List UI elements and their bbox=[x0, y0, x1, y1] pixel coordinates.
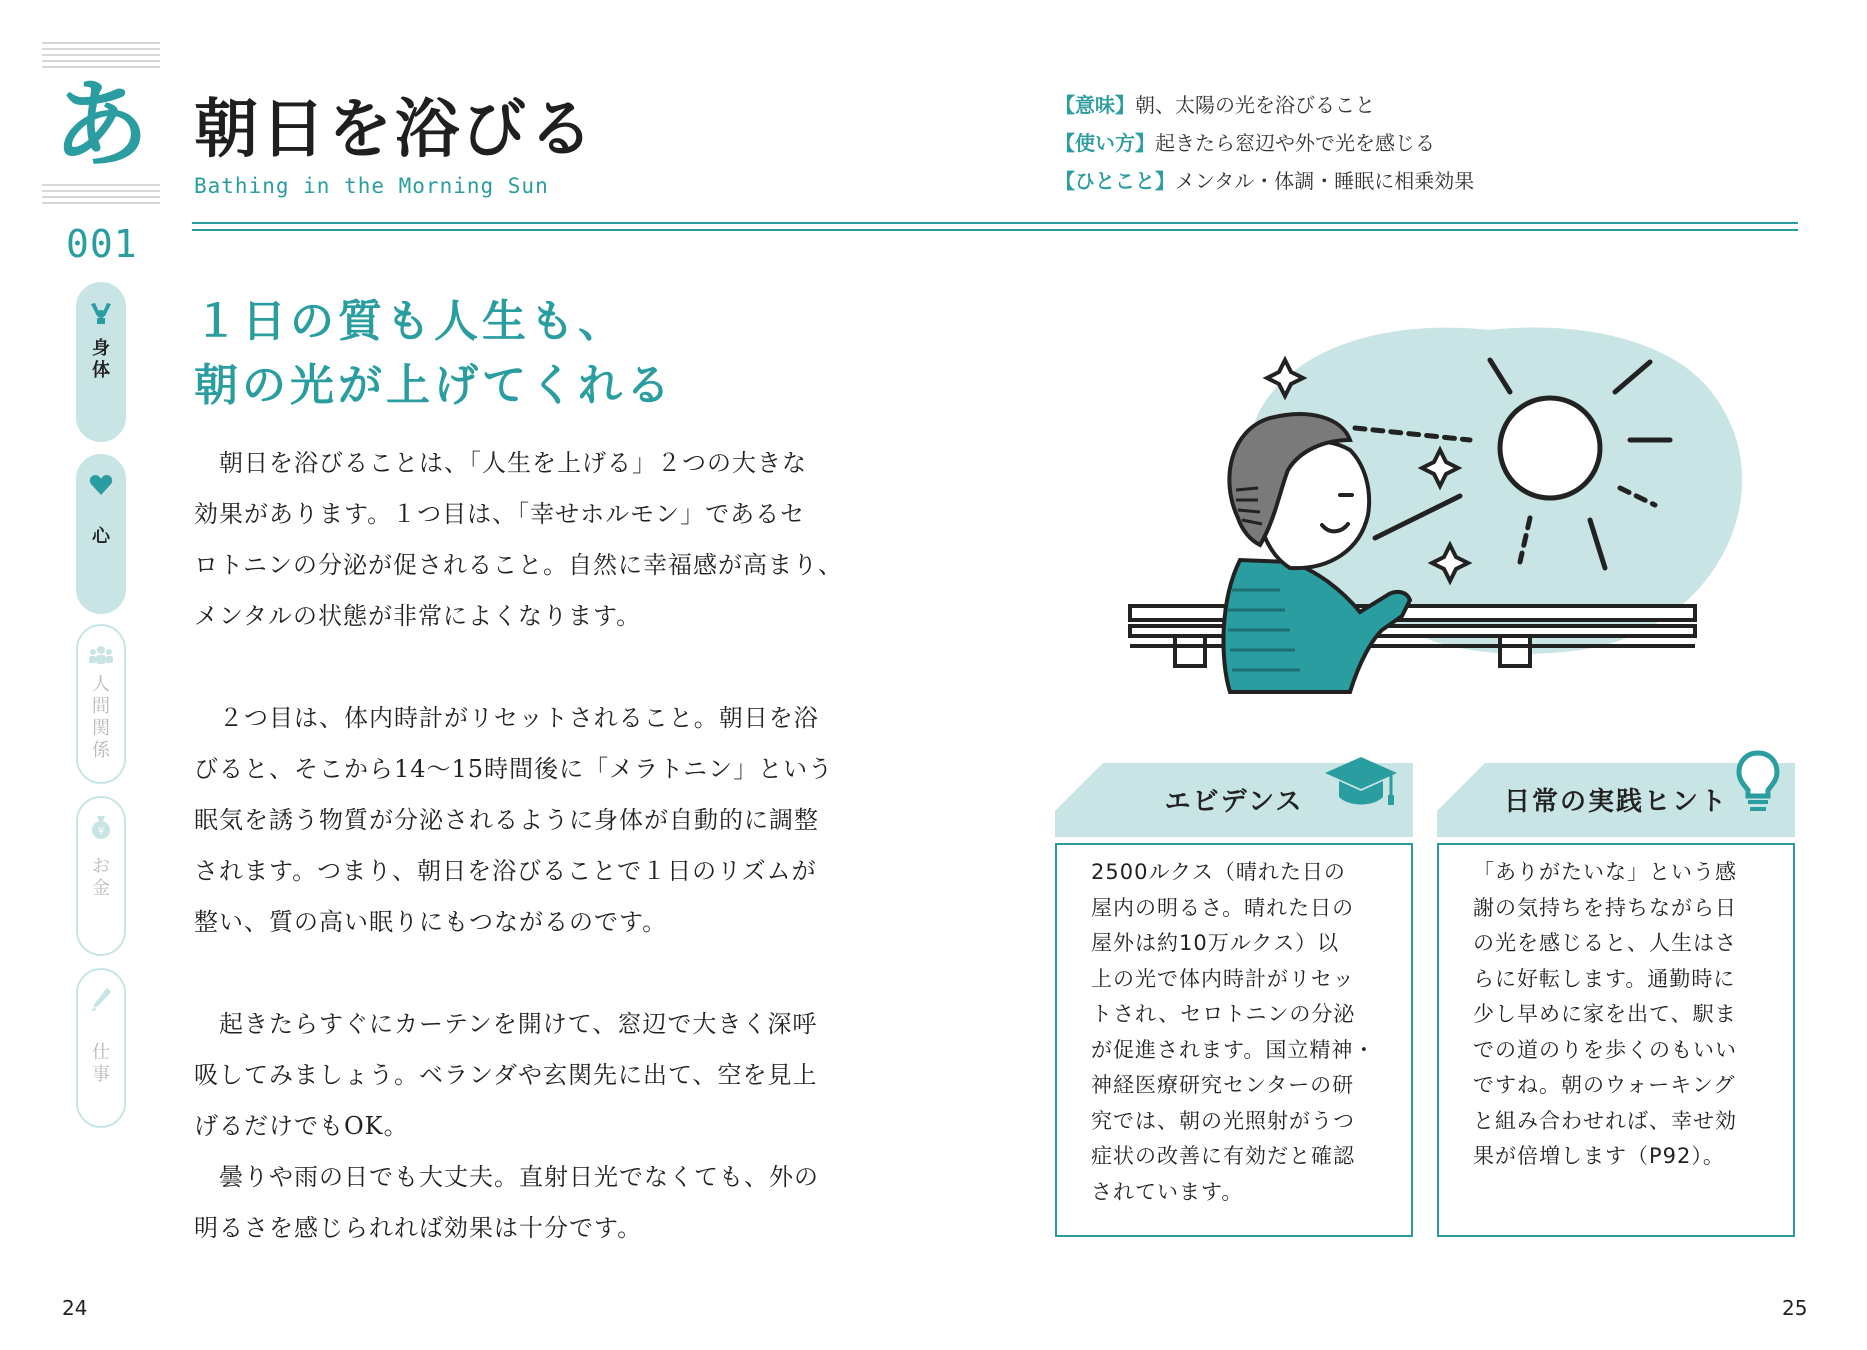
evidence-line: トされ、セロトニンの分泌 bbox=[1091, 1002, 1356, 1026]
kana-letter: あ bbox=[53, 69, 149, 181]
tab-work[interactable] bbox=[76, 968, 126, 1128]
body-text bbox=[194, 438, 854, 1254]
tab-body[interactable] bbox=[76, 282, 126, 442]
tab-label: お金 bbox=[92, 856, 110, 899]
hint-line: 「ありがたいな」という感 bbox=[1473, 860, 1737, 884]
hint-text bbox=[1473, 855, 1773, 1175]
hint-line: 謝の気持ちを持ちながら日 bbox=[1473, 895, 1737, 920]
pen-icon bbox=[88, 986, 114, 1012]
body-line: 曇りや雨の日でも大丈夫。直射日光でなくても、外の bbox=[194, 1163, 819, 1191]
tab-money[interactable] bbox=[76, 796, 126, 956]
tab-relationships[interactable] bbox=[76, 624, 126, 784]
tab-label: 身体 bbox=[92, 338, 110, 381]
page-subtitle: Bathing in the Morning Sun bbox=[194, 174, 549, 198]
body-line: びると、そこから14〜15時間後に「メラトニン」という bbox=[194, 755, 834, 783]
evidence-line: 上の光で体内時計がリセッ bbox=[1091, 966, 1355, 991]
hint-box bbox=[1437, 763, 1795, 1237]
tab-label: 心 bbox=[92, 526, 110, 547]
evidence-line: されています。 bbox=[1091, 1179, 1244, 1204]
header-rule bbox=[192, 229, 1798, 231]
body-line: 起きたらすぐにカーテンを開けて、窓辺で大きく深呼 bbox=[194, 1010, 818, 1038]
body-line: 朝日を浴びることは、「人生を上げる」２つの大きな bbox=[194, 449, 807, 477]
tab-label: 仕事 bbox=[92, 1042, 110, 1085]
evidence-line: 症状の改善に有効だと確認 bbox=[1091, 1144, 1355, 1168]
tab-heart[interactable] bbox=[76, 454, 126, 614]
meta-comment bbox=[1055, 162, 1474, 200]
railing bbox=[1130, 606, 1695, 666]
meta-value: メンタル・体調・睡眠に相乗効果 bbox=[1175, 169, 1475, 193]
evidence-title: エビデンス bbox=[1164, 787, 1304, 817]
header-rule bbox=[192, 222, 1798, 224]
hint-line: 少し早めに家を出て、駅ま bbox=[1473, 1002, 1737, 1026]
body-line: 吸してみましょう。ベランダや玄関先に出て、空を見上 bbox=[194, 1061, 818, 1089]
headline-line: 朝の光が上げてくれる bbox=[194, 360, 674, 411]
headline bbox=[194, 290, 674, 418]
body-line: げるだけでもOK。 bbox=[194, 1112, 409, 1140]
body-line: ２つ目は、体内時計がリセットされること。朝日を浴 bbox=[194, 704, 819, 732]
meta-key: 【ひとこと】 bbox=[1055, 169, 1175, 193]
hint-line: ですね。朝のウォーキング bbox=[1473, 1073, 1736, 1097]
meta-key: 【使い方】 bbox=[1055, 131, 1155, 155]
hint-title: 日常の実践ヒント bbox=[1503, 787, 1728, 817]
evidence-text bbox=[1091, 855, 1391, 1210]
hint-line: と組み合わせれば、幸せ効 bbox=[1473, 1108, 1737, 1133]
graduation-cap-icon bbox=[1323, 753, 1399, 817]
headline-line: １日の質も人生も、 bbox=[194, 296, 626, 347]
meta-meaning bbox=[1055, 86, 1474, 124]
hint-line: での道のりを歩くのもいい bbox=[1473, 1037, 1737, 1062]
paragraph-gap bbox=[194, 948, 854, 999]
illustration-morning-sun bbox=[1110, 300, 1760, 720]
evidence-line: が促進されます。国立精神・ bbox=[1091, 1037, 1376, 1062]
body-line: 眠気を誘う物質が分泌されるように身体が自動的に調整 bbox=[194, 806, 819, 834]
money-bag-icon bbox=[88, 814, 114, 840]
meta-usage bbox=[1055, 124, 1474, 162]
evidence-line: 屋内の明るさ。晴れた日の bbox=[1091, 895, 1355, 920]
meta-list bbox=[1055, 86, 1474, 200]
evidence-box bbox=[1055, 763, 1413, 1237]
body-line: 効果があります。１つ目は、「幸せホルモン」であるセ bbox=[194, 500, 806, 528]
hint-line: の光を感じると、人生はさ bbox=[1473, 931, 1737, 955]
evidence-line: 神経医療研究センターの研 bbox=[1091, 1073, 1355, 1097]
body-line: されます。つまり、朝日を浴びることで１日のリズムが bbox=[194, 857, 817, 885]
kana-index-block bbox=[42, 42, 160, 208]
evidence-line: 屋外は約10万ルクス）以 bbox=[1091, 931, 1340, 955]
paragraph-gap bbox=[194, 642, 854, 693]
hint-line: らに好転します。通勤時に bbox=[1473, 966, 1736, 991]
heart-icon bbox=[88, 472, 114, 498]
page-title: 朝日を浴びる bbox=[194, 93, 596, 167]
page-number-left: 24 bbox=[62, 1296, 88, 1320]
sun-icon bbox=[1500, 398, 1600, 498]
meta-value: 起きたら窓辺や外で光を感じる bbox=[1155, 131, 1435, 155]
body-line: 明るさを感じられれば効果は十分です。 bbox=[194, 1214, 643, 1242]
evidence-line: 2500ルクス（晴れた日の bbox=[1091, 860, 1346, 884]
svg-text:¥: ¥ bbox=[97, 826, 105, 837]
body-line: メンタルの状態が非常によくなります。 bbox=[194, 602, 642, 630]
meta-value: 朝、太陽の光を浴びること bbox=[1135, 93, 1375, 117]
tab-label: 人間関係 bbox=[92, 674, 110, 761]
body-line: 整い、質の高い眠りにもつながるのです。 bbox=[194, 908, 668, 936]
body-line: ロトニンの分泌が促されること。自然に幸福感が高まり、 bbox=[194, 551, 844, 579]
evidence-line: 究では、朝の光照射がうつ bbox=[1091, 1108, 1355, 1133]
hint-line: 果が倍増します（P92）。 bbox=[1473, 1144, 1725, 1168]
meta-key: 【意味】 bbox=[1055, 93, 1135, 117]
entry-number: 001 bbox=[66, 222, 138, 266]
people-icon bbox=[88, 642, 114, 668]
person-cheer-icon bbox=[88, 300, 114, 326]
page-number-right: 25 bbox=[1782, 1296, 1808, 1320]
lightbulb-icon bbox=[1735, 749, 1781, 819]
